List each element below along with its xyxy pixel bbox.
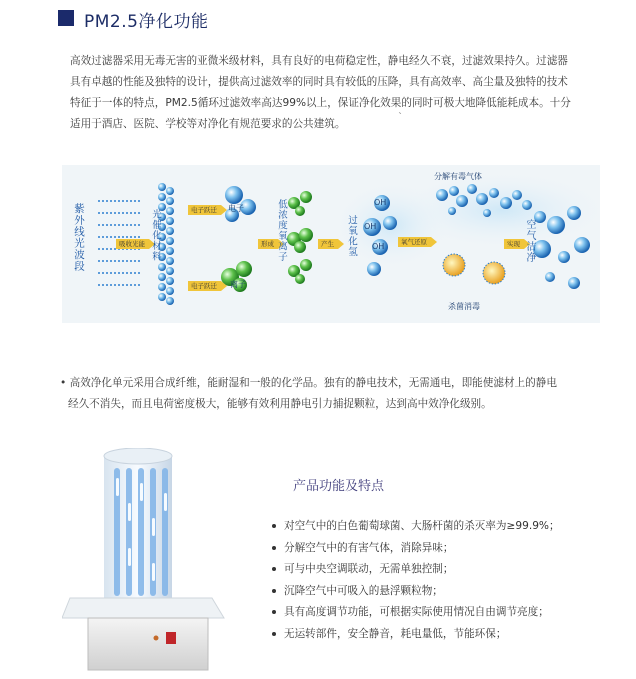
title-square-icon (58, 10, 74, 26)
feature-item: 对空气中的白色葡萄球菌、大肠杆菌的杀灭率为≥99.9%； (272, 516, 612, 538)
feature-item: 分解空气中的有害气体，消除异味； (272, 538, 612, 560)
feature-item: 具有高度调节功能，可根据实际使用情况自由调节亮度； (272, 602, 612, 624)
feature-item: 无运转部件，安全静音，耗电量低，节能环保； (272, 624, 612, 646)
photocatalysis-diagram (62, 165, 600, 323)
bullet-dot-icon (272, 589, 276, 593)
decompose-gas-label: 分解有毒气体 (434, 172, 482, 181)
air-clean-label: 空气洁净 (524, 219, 535, 263)
produce-arrow: 产生 (318, 239, 338, 249)
stray-mark: ` (398, 112, 403, 123)
oh-label: OH (372, 242, 385, 251)
purifier-product-image (62, 448, 232, 674)
oxygen-restore-arrow: 氧气还原 (398, 237, 431, 247)
intro-line: 特征于一体的特点，PM2.5循环过滤效率高达99%以上，保证净化效果的同时可极大地降低能耗成本。十分 (70, 97, 571, 109)
electron-jump-top: 电子跃迁 (188, 205, 221, 215)
low-ion-label: 低浓度氧离子 (276, 199, 287, 262)
realize-arrow: 实现 (504, 239, 524, 249)
bullet-dot-icon (272, 632, 276, 636)
absorb-arrow: 吸收光能 (116, 239, 149, 249)
product-features-title: 产品功能及特点 (293, 479, 385, 494)
intro-line: 具有卓越的性能及独特的设计，提供高过滤效率的同时具有较低的压降，具有高效率、高尘量及独特的技术 (70, 76, 568, 88)
bullet-dot-icon (272, 567, 276, 571)
feature-item: 沉降空气中可吸入的悬浮颗粒物； (272, 581, 612, 603)
electron-label: 电子 (228, 204, 244, 213)
hydroxyl-label: 过氧化氢 (346, 215, 357, 257)
product-feature-list (272, 516, 612, 645)
bullet-dot-icon: • (60, 377, 70, 389)
bullet-dot-icon (272, 610, 276, 614)
form-arrow: 形成 (258, 239, 278, 249)
hole-label: 离子 (230, 280, 246, 289)
bullet-line: 经久不消失，而且电荷密度极大，能够有效利用静电引力捕捉颗粒，达到高中效净化级别。 (68, 398, 492, 410)
intro-paragraph (70, 51, 610, 135)
section-title: PM2.5净化功能 (84, 12, 209, 32)
uv-label: 紫外线光波段 (73, 203, 85, 272)
bullet-dot-icon (272, 546, 276, 550)
electron-jump-bottom: 电子跃迁 (188, 281, 221, 291)
catalyst-label: 光催化材料 (150, 209, 161, 262)
intro-line: 适用于酒店、医院、学校等对净化有规范要求的公共建筑。 (70, 118, 346, 130)
bullet-dot-icon (272, 524, 276, 528)
intro-line: 高效过滤器采用无毒无害的亚微米级材料，具有良好的电荷稳定性，静电经久不衰，过滤效果持久。过滤器 (70, 55, 568, 67)
feature-item: 可与中央空调联动，无需单独控制； (272, 559, 612, 581)
sterilize-label: 杀菌消毒 (448, 302, 480, 311)
filter-bullet (60, 373, 605, 415)
oh-label: OH (364, 222, 377, 231)
oh-label: OH (374, 198, 387, 207)
bullet-line: • 高效净化单元采用合成纤维，能耐湿和一般的化学品。独有的静电技术，无需通电，即能使滤材上的静电 (60, 377, 557, 389)
